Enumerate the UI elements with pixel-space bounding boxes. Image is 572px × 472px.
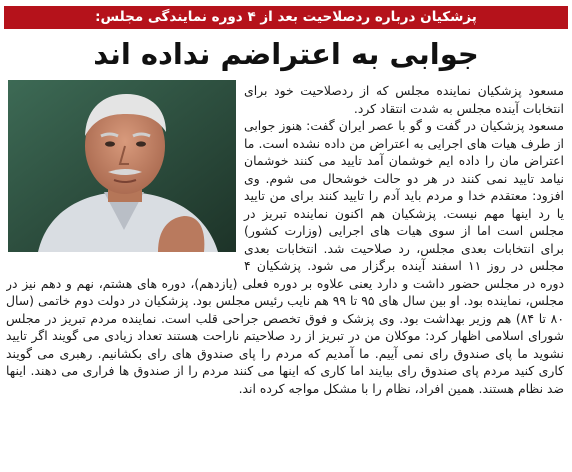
photo-spacer xyxy=(6,82,244,258)
article-body xyxy=(6,82,564,468)
kicker-banner: پزشکیان درباره ردصلاحیت بعد از ۴ دوره نمایندگی مجلس: xyxy=(4,6,568,29)
body-paragraph: مسعود پزشکیان در گفت و گو با عصر ایران گفت: هنوز جوابی از طرف هیات های اجرایی به اعتراض من داده نشده است. ما اعتراض مان را داده ایم خوشمان آمد تایید می کنند خوشمان نیامد تایید نمی کنند در هر دو حالت خوشحال می شوم. وی افزود: معتقدم خدا و مردم باید آدم را تایید کنند برای من تایید یا رد اینها مهم نیست. پزشکیان هم اکنون نماینده تبریز در مجلس است اما از سوی هیات های اجرایی (وزارت کشور) برای انتخابات بعدی مجلس، رد صلاحیت شد. انتخابات بعدی مجلس در روز ۱۱ اسفند آینده برگزار می شود. پزشکیان ۴ دوره در مجلس حضور داشت و دارد یعنی علاوه بر دوره فعلی (یازدهم)، دوره های هشتم، نهم و دهم نیز در مجلس، نماینده بود. او بین سال های ۹۵ تا ۹۹ هم نایب رئیس مجلس بود. پزشکیان در دولت دوم خاتمی (سال ۸۰ تا ۸۴) هم وزیر بهداشت بود. وی پزشک و فوق تخصص جراحی قلب است. نماینده مردم تبریز در مجلس شورای اسلامی اظهار کرد: موکلان من در تبریز از رد صلاحیتم ناراحت هستند تعداد زیادی می گویند اگر تایید نشوید ما پای صندوق رای نمی آییم. ما آمدیم که مردم را پای صندوق های رای بکشانیم. رهبری می گویند کاری کنید مردم پای صندوق رای بیایند اما کاری که اینها می کنند مردم را از صندوق ها فراری می دهند. اینها ضد نظام هستند. همین افراد، نظام را با مشکل مواجه کرده اند. xyxy=(6,118,564,396)
headline: جوابی به اعتراضم نداده اند xyxy=(93,37,479,71)
lead-paragraph: مسعود پزشکیان نماینده مجلس که از ردصلاحیت خود برای انتخابات آینده مجلس به شدت انتقاد کرد. xyxy=(244,83,564,116)
